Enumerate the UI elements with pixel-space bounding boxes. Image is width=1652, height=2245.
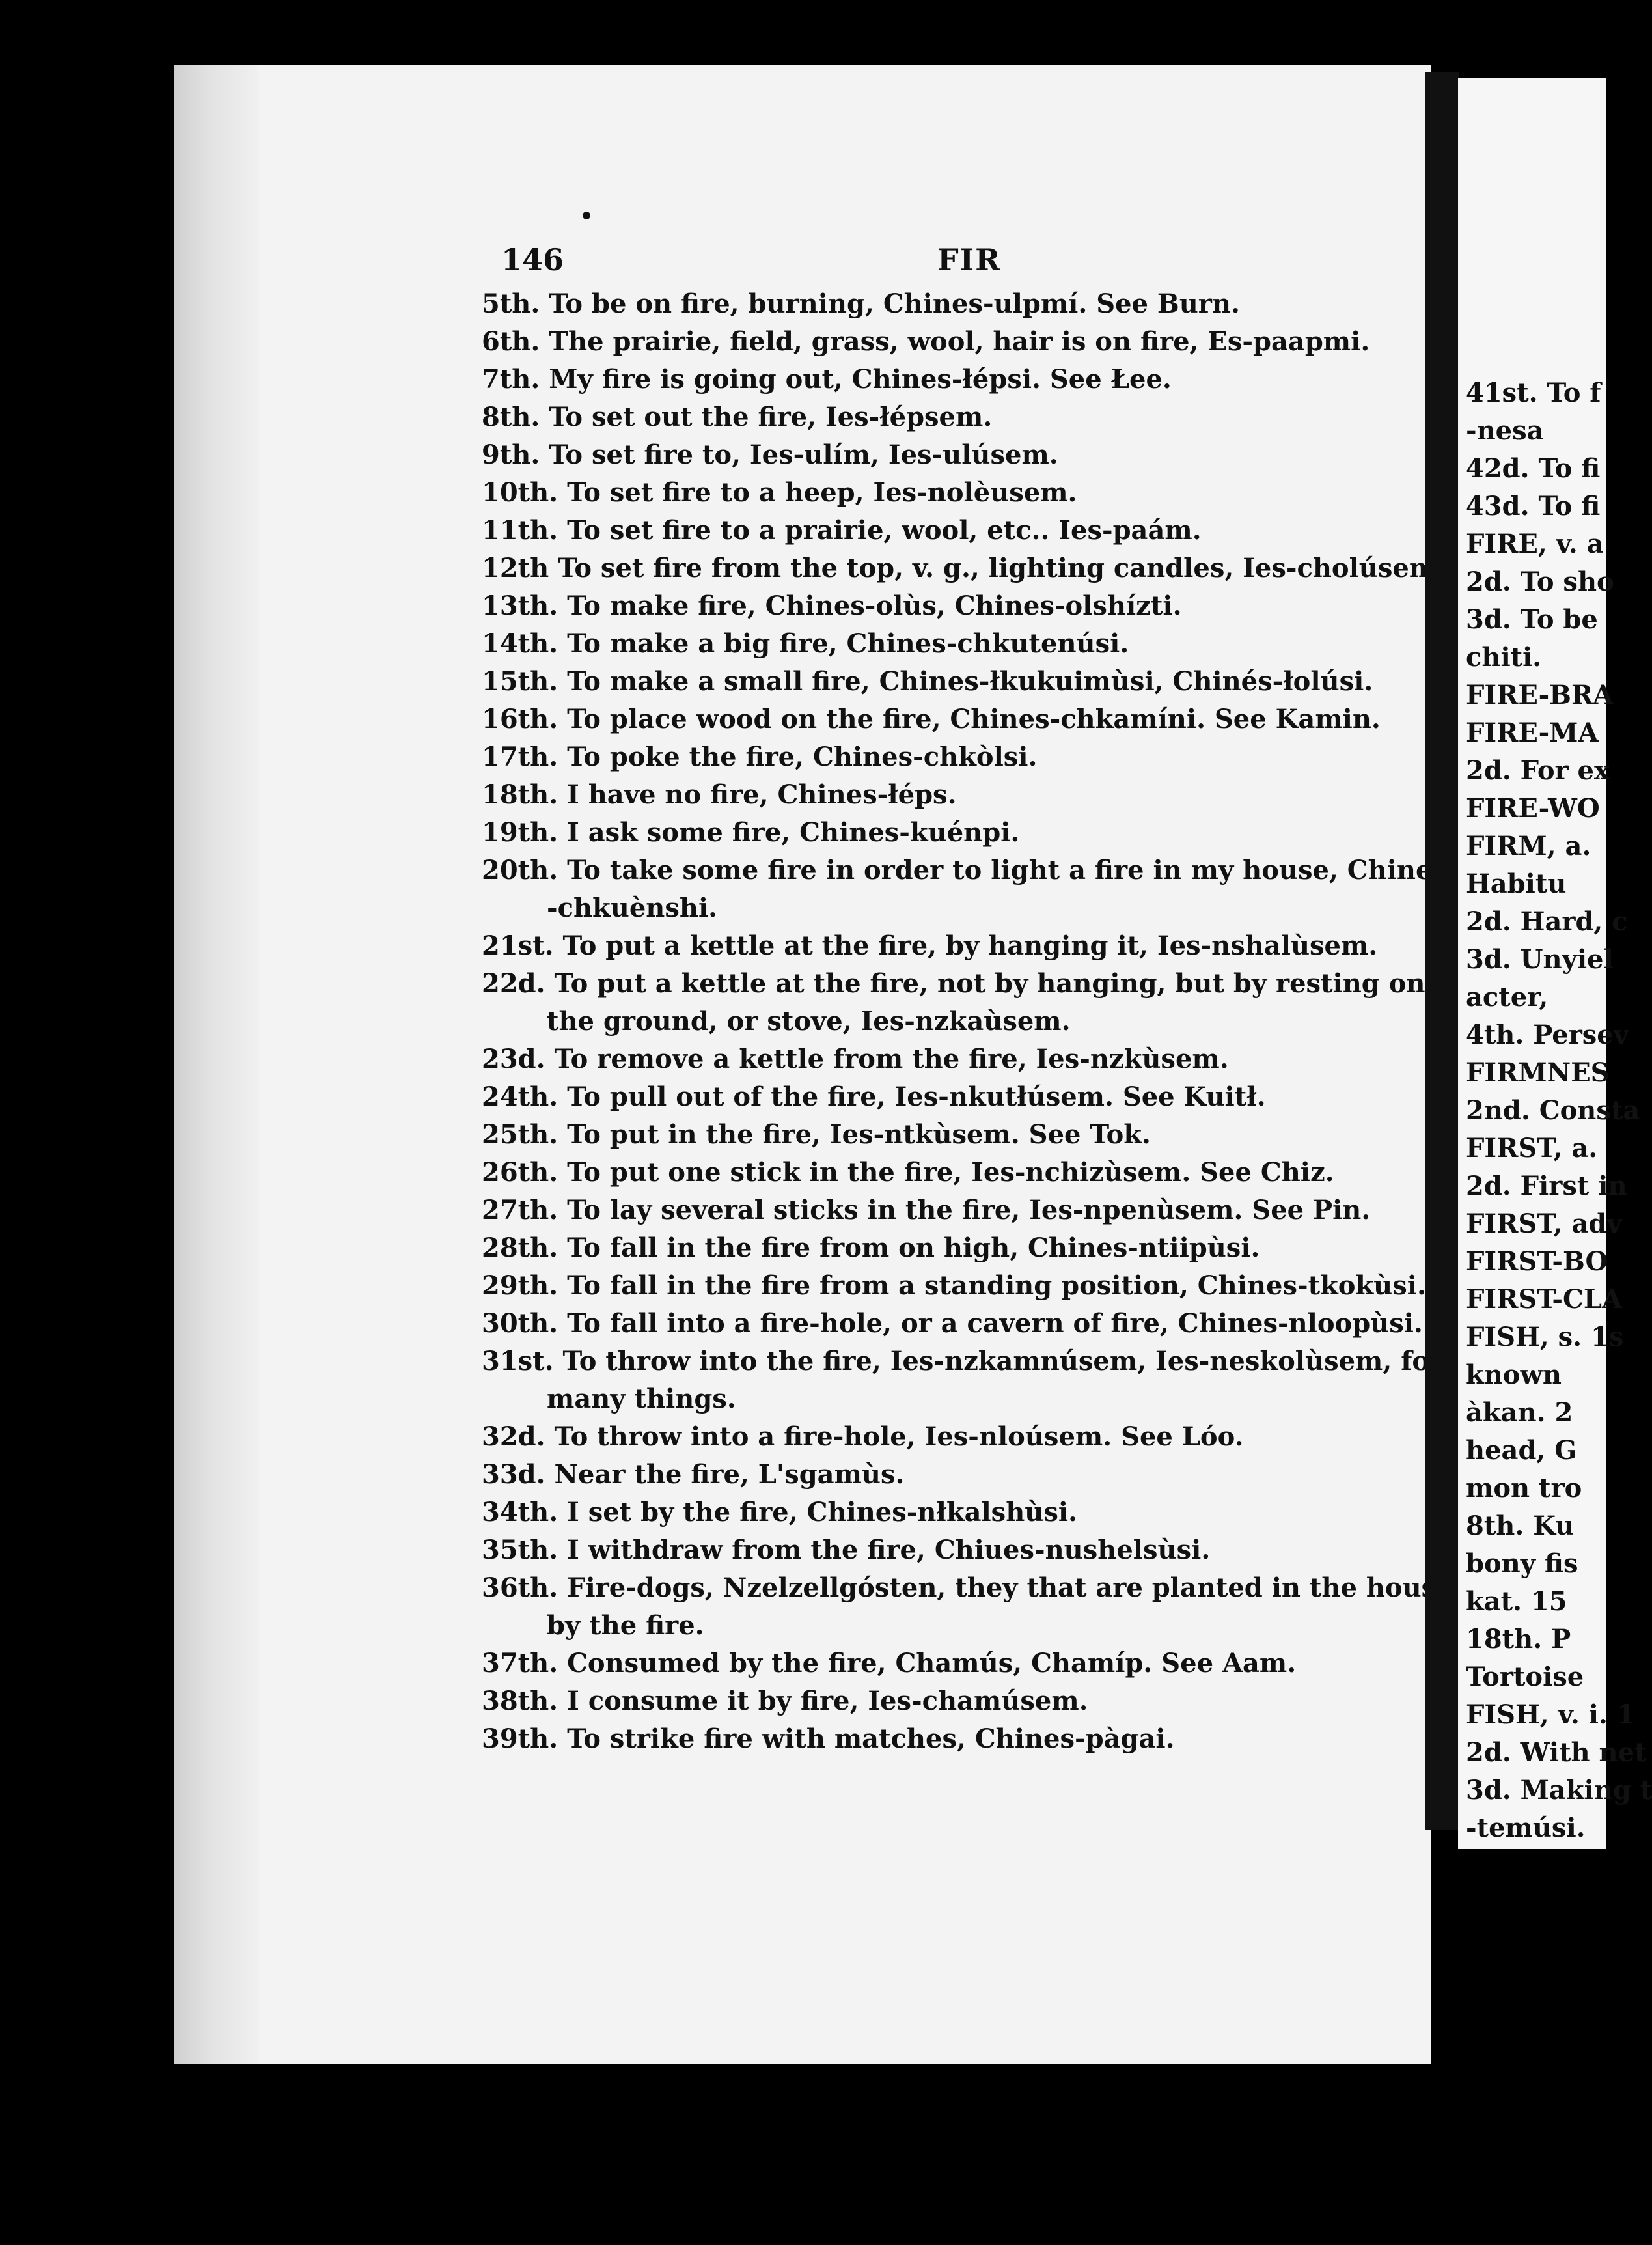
ink-dot	[583, 212, 590, 219]
right-page-line: 3d. To be	[1466, 604, 1598, 635]
entry-text: 33d. Near the fire, L'sgamùs.	[482, 1459, 905, 1490]
entry-text: 36th. Fire-dogs, Nzelzellgósten, they that are planted in the house	[482, 1572, 1453, 1603]
right-page-line: mon tro	[1466, 1473, 1582, 1503]
entry-text: 11th. To set fire to a prairie, wool, etc.. Ies-paám.	[482, 515, 1202, 546]
dictionary-entry	[482, 776, 1419, 814]
entry-text: 12th To set fire from the top, v. g., lighting candles, Ies-cholúsem.	[482, 553, 1446, 583]
right-page-line: -nesa	[1466, 415, 1544, 446]
entry-text: 8th. To set out the fire, Ies-łépsem.	[482, 402, 993, 432]
dictionary-entry	[482, 927, 1419, 965]
right-page-line: 2nd. Consta	[1466, 1095, 1640, 1126]
entry-text: 32d. To throw into a fire-hole, Ies-nloúsem. See Lóo.	[482, 1421, 1244, 1452]
right-page	[1458, 78, 1652, 1849]
right-page-line: 2d. With net	[1466, 1737, 1647, 1768]
right-page-line: chiti.	[1466, 642, 1542, 673]
right-page-line: 41st. To f	[1466, 378, 1601, 408]
entry-list	[482, 285, 1458, 1758]
entry-text: 20th. To take some fire in order to light a fire in my house, Chines-	[482, 855, 1458, 885]
right-page-line: àkan. 2	[1466, 1397, 1573, 1428]
right-page-line: FIRE-BRA	[1466, 680, 1614, 710]
right-page-line: FIRMNES	[1466, 1057, 1610, 1088]
entry-text: 24th. To pull out of the fire, Ies-nkutłúsem. See Kuitł.	[482, 1081, 1266, 1112]
entry-text: 35th. I withdraw from the fire, Chiues-nushelsùsi.	[482, 1535, 1211, 1565]
right-page-line: 2d. Hard, c	[1466, 906, 1628, 937]
dictionary-entry	[482, 1720, 1419, 1758]
book-gutter	[1425, 72, 1459, 1830]
right-page-line: FISH, s. 1s	[1466, 1322, 1624, 1352]
entry-text: 19th. I ask some fire, Chines-kuénpi.	[482, 817, 1020, 848]
right-page-line: known	[1466, 1360, 1562, 1390]
entry-text: 16th. To place wood on the fire, Chines-chkamíni. See Kamin.	[482, 704, 1381, 734]
dictionary-entry	[482, 1418, 1419, 1456]
entry-text: 18th. I have no fire, Chines-łéps.	[482, 779, 957, 810]
entry-text: 26th. To put one stick in the fire, Ies-nchizùsem. See Chiz.	[482, 1157, 1334, 1188]
dictionary-entry	[482, 512, 1419, 550]
right-page-line: FIRM, a.	[1466, 831, 1591, 861]
right-page-line: FIRE-WO	[1466, 793, 1600, 824]
right-page-line: 3d. Making t	[1466, 1775, 1652, 1806]
right-page-line: FIRST, adv	[1466, 1208, 1622, 1239]
entry-text: 10th. To set fire to a heep, Ies-nolèusem.	[482, 477, 1077, 508]
entry-text: 15th. To make a small fire, Chines-łkukuimùsi, Chinés-łolúsi.	[482, 666, 1373, 697]
dictionary-entry	[482, 361, 1419, 398]
dictionary-entry	[482, 1192, 1419, 1229]
dictionary-entry	[482, 1305, 1423, 1343]
dictionary-entry	[482, 1456, 1419, 1494]
right-page-line: head, G	[1466, 1435, 1577, 1466]
entry-text: 38th. I consume it by fire, Ies-chamúsem.	[482, 1686, 1088, 1716]
entry-continuation: by the fire.	[547, 1610, 704, 1641]
dictionary-entry	[482, 323, 1419, 361]
dictionary-entry	[482, 663, 1419, 701]
entry-text: 7th. My fire is going out, Chines-łépsi. See Łee.	[482, 364, 1172, 395]
right-page-line: 4th. Persev	[1466, 1020, 1629, 1050]
entry-text: 23d. To remove a kettle from the fire, Ies-nzkùsem.	[482, 1044, 1229, 1074]
dictionary-entry	[482, 1569, 1453, 1645]
page-edge-shadow	[174, 65, 259, 2064]
dictionary-entry	[482, 1343, 1444, 1418]
right-page-line: FISH, v. i. 1	[1466, 1699, 1635, 1730]
entry-text: 5th. To be on fire, burning, Chines-ulpmí. See Burn.	[482, 288, 1240, 319]
entry-text: 14th. To make a big fire, Chines-chkutenúsi.	[482, 628, 1129, 659]
dictionary-entry	[482, 814, 1419, 852]
right-page-line: FIRST-BO	[1466, 1246, 1608, 1277]
entry-text: 28th. To fall in the fire from on high, Chines-ntiipùsi.	[482, 1233, 1260, 1263]
dictionary-entry	[482, 1682, 1419, 1720]
dictionary-entry	[482, 1154, 1419, 1192]
entry-text: 30th. To fall into a fire-hole, or a cavern of fire, Chines-nloopùsi.	[482, 1308, 1423, 1339]
dictionary-entry	[482, 550, 1446, 587]
right-page-line: FIRE, v. a	[1466, 529, 1604, 559]
entry-text: 9th. To set fire to, Ies-ulím, Ies-ulúsem.	[482, 439, 1058, 470]
dictionary-entry	[482, 1040, 1419, 1078]
entry-text: 13th. To make fire, Chines-olùs, Chines-olshízti.	[482, 591, 1182, 621]
dictionary-entry	[482, 852, 1458, 927]
entry-text: 22d. To put a kettle at the fire, not by hanging, but by resting on	[482, 968, 1425, 999]
entry-text: 29th. To fall in the fire from a standing position, Chines-tkokùsi.	[482, 1270, 1426, 1301]
entry-continuation: many things.	[547, 1384, 736, 1414]
right-page-line: bony fis	[1466, 1548, 1578, 1579]
dictionary-entry	[482, 1645, 1419, 1682]
right-page-text	[1466, 374, 1652, 1847]
right-page-line: 8th. Ku	[1466, 1511, 1575, 1541]
dictionary-entry	[482, 738, 1419, 776]
dictionary-entry	[482, 1229, 1419, 1267]
entry-text: 27th. To lay several sticks in the fire, Ies-npenùsem. See Pin.	[482, 1195, 1371, 1225]
dictionary-entry	[482, 474, 1419, 512]
dictionary-entry	[482, 625, 1419, 663]
entry-text: 17th. To poke the fire, Chines-chkòlsi.	[482, 742, 1038, 772]
dictionary-entry	[482, 398, 1419, 436]
right-page-line: FIRST-CLA	[1466, 1284, 1622, 1315]
right-page-line: Tortoise	[1466, 1662, 1584, 1692]
dictionary-entry	[482, 1116, 1419, 1154]
right-page-line: 18th. P	[1466, 1624, 1571, 1654]
entry-text: 6th. The prairie, field, grass, wool, hair is on fire, Es-paapmi.	[482, 326, 1370, 357]
right-page-line: 2d. For ex	[1466, 755, 1610, 786]
dictionary-entry	[482, 1531, 1419, 1569]
entry-continuation: -chkuènshi.	[547, 893, 718, 923]
dictionary-entry	[482, 965, 1425, 1040]
running-head: FIR	[937, 242, 1002, 277]
right-page-line: FIRE-MA	[1466, 718, 1599, 748]
right-page-line: acter,	[1466, 982, 1549, 1012]
right-page-line: 2d. To sho	[1466, 566, 1614, 597]
dictionary-entry	[482, 701, 1419, 738]
right-page-line: 2d. First in	[1466, 1171, 1627, 1201]
entry-text: 21st. To put a kettle at the fire, by hanging it, Ies-nshalùsem.	[482, 930, 1378, 961]
dictionary-entry	[482, 1494, 1419, 1531]
dictionary-entry	[482, 285, 1419, 323]
right-page-line: Habitu	[1466, 869, 1567, 899]
right-page-line: 42d. To fi	[1466, 453, 1601, 484]
page-number: 146	[501, 242, 564, 277]
right-page-line: -temúsi.	[1466, 1813, 1586, 1843]
entry-text: 39th. To strike fire with matches, Chines-pàgai.	[482, 1723, 1175, 1754]
right-page-line: 3d. Unyiel	[1466, 944, 1614, 975]
entry-text: 37th. Consumed by the fire, Chamús, Chamíp. See Aam.	[482, 1648, 1297, 1679]
entry-text: 34th. I set by the fire, Chines-nłkalshùsi.	[482, 1497, 1077, 1527]
right-page-line: 43d. To fi	[1466, 491, 1601, 522]
dictionary-entry	[482, 1078, 1419, 1116]
entry-text: 31st. To throw into the fire, Ies-nzkamnúsem, Ies-neskolùsem, for	[482, 1346, 1444, 1376]
entry-continuation: the ground, or stove, Ies-nzkaùsem.	[547, 1006, 1071, 1037]
dictionary-entry	[482, 587, 1419, 625]
entry-text: 25th. To put in the fire, Ies-ntkùsem. See Tok.	[482, 1119, 1151, 1150]
right-page-line: FIRST, a.	[1466, 1133, 1598, 1164]
right-page-line: kat. 15	[1466, 1586, 1567, 1617]
dictionary-entry	[482, 436, 1419, 474]
dictionary-entry	[482, 1267, 1426, 1305]
